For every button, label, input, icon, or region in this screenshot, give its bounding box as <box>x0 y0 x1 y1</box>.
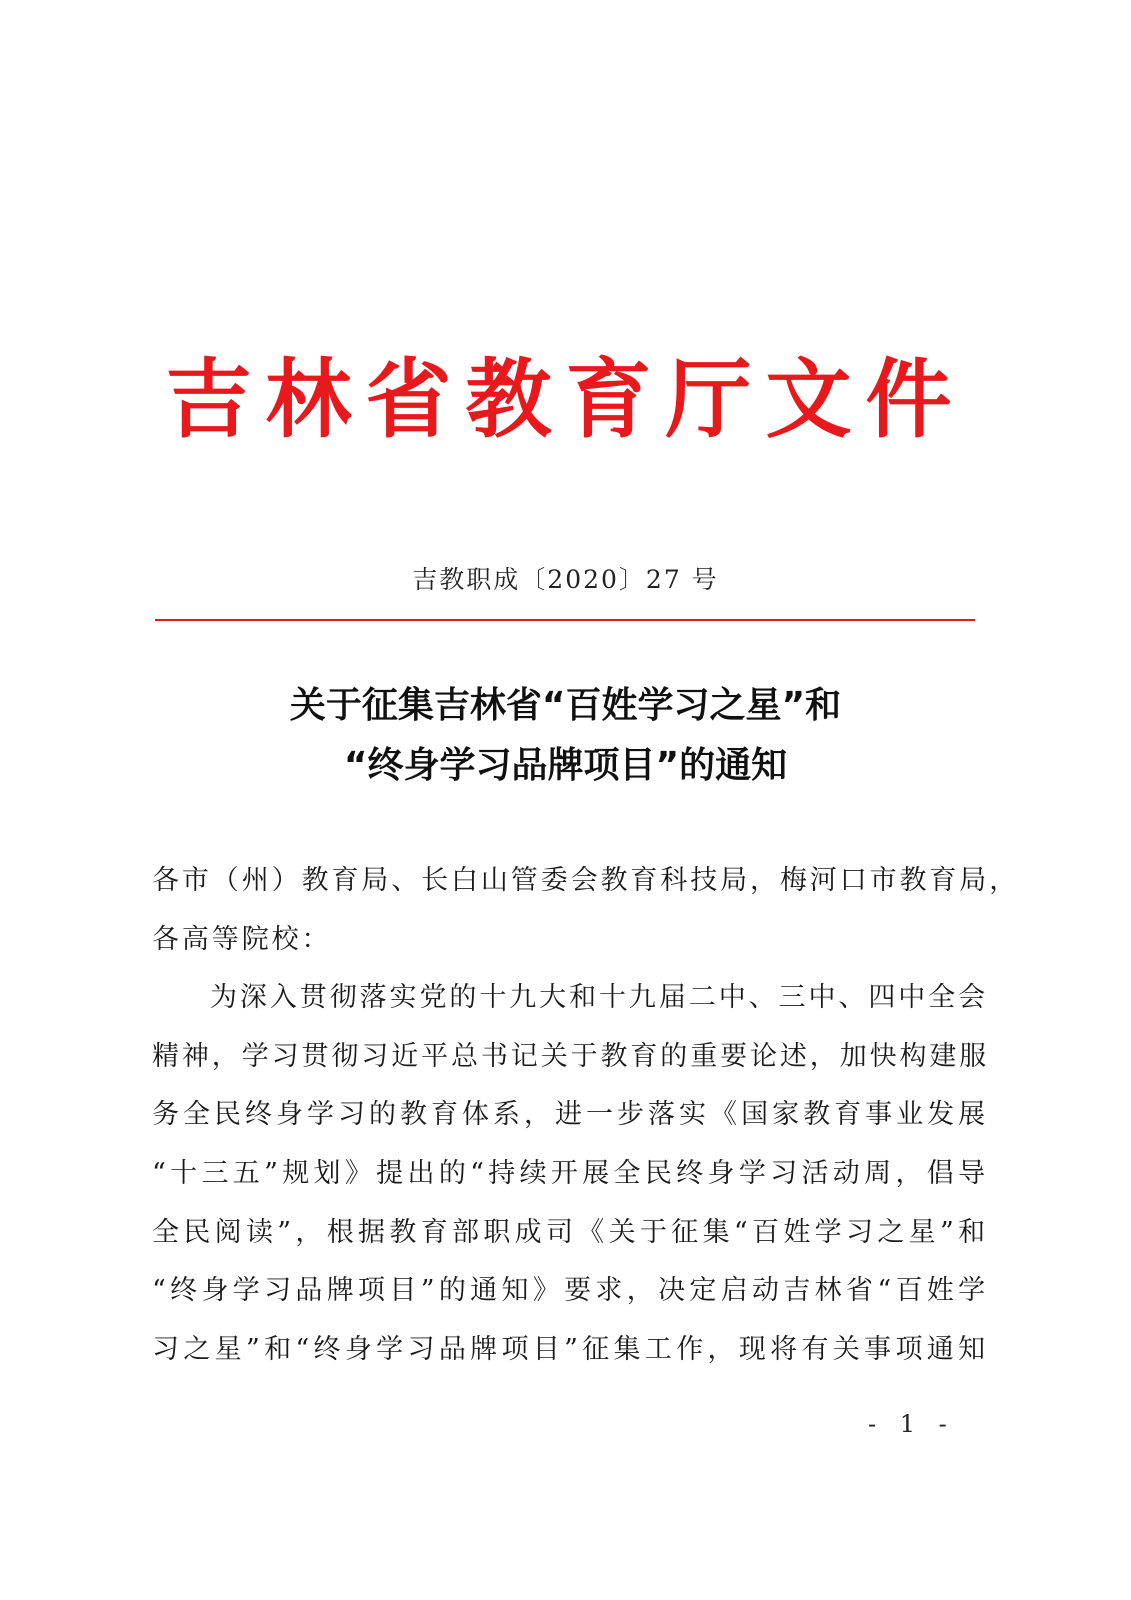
body-line: 各市（州）教育局、长白山管委会教育科技局，梅河口市教育局， <box>152 865 1020 896</box>
body-line: 各高等院校： <box>152 923 332 955</box>
notice-title-line-2: “终身学习品牌项目”的通知 <box>343 745 788 786</box>
document-number: 吉教职成〔2020〕27 号 <box>412 565 719 594</box>
page-number: - 1 - <box>868 1410 955 1438</box>
body-line: 为深入贯彻落实党的十九大和十九届二中、三中、四中全会 <box>210 982 988 1014</box>
red-divider-rule <box>155 619 975 621</box>
body-line: 全民阅读”，根据教育部职成司《关于征集“百姓学习之星”和 <box>152 1216 988 1248</box>
letterhead-title: 吉林省教育厅文件 <box>165 349 966 450</box>
notice-body <box>152 852 1020 1379</box>
body-line: “十三五”规划》提出的“持续开展全民终身学习活动周，倡导 <box>152 1157 988 1189</box>
notice-title-line-1: 关于征集吉林省“百姓学习之星”和 <box>289 685 842 726</box>
body-line: 精神，学习贯彻习近平总书记关于教育的重要论述，加快构建服 <box>152 1040 990 1072</box>
body-line: “终身学习品牌项目”的通知》要求，决定启动吉林省“百姓学 <box>152 1275 988 1307</box>
notice-title <box>0 676 1131 796</box>
body-line: 务全民终身学习的教育体系，进一步落实《国家教育事业发展 <box>152 1099 988 1131</box>
body-line: 习之星”和“终身学习品牌项目”征集工作，现将有关事项通知 <box>152 1333 988 1365</box>
